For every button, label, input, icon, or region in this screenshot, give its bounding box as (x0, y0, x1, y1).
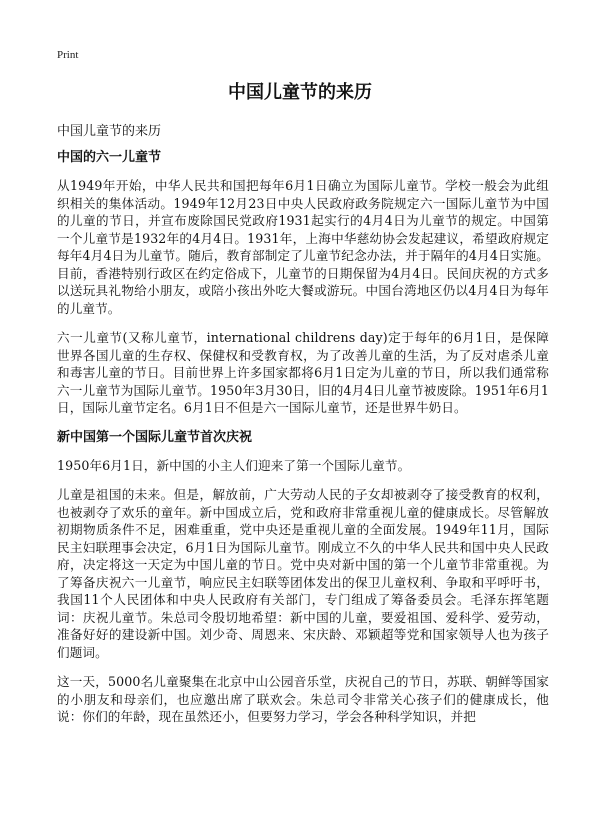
print-link[interactable]: Print (57, 49, 79, 61)
article-body (57, 149, 549, 738)
paragraph: 1950年6月1日，新中国的小主人们迎来了第一个国际儿童节。 (57, 457, 411, 473)
section-heading: 中国的六一儿童节 (57, 150, 162, 165)
paragraph: 这一天，5000名儿童聚集在北京中山公园音乐堂，庆祝自己的节日，苏联、朝鲜等国家的小朋友和母亲们，也应邀出席了联欢会。朱总司令非常关心孩子们的健康成长，他说：你们的年龄，现在虽然还小，但要努力学习，学会各种科学知识，并把 (57, 674, 549, 724)
section-first-celebration (57, 429, 549, 726)
paragraph: 儿童是祖国的未来。但是，解放前，广大劳动人民的子女却被剥夺了接受教育的权利，也被剥夺了欢乐的童年。新中国成立后，党和政府非常重视儿童的健康成长。尽管解放初期物质条件不足，困难重重，党中央还是重视儿童的全面发展。1949年11月，国际民主妇联理事会决定，6月1日为国际儿童节。刚成立不久的中华人民共和国中央人民政府，决定将这一天定为中国儿童的节日。党中央对新中国的第一个儿童节非常重视。为了筹备庆祝六一儿童节，响应民主妇联等团体发出的保卫儿童权利、争取和平呼吁书，我国11个人民团体和中央人民政府有关部门，专门组成了筹备委员会。毛泽东挥笔题词：庆祝儿童节。朱总司令殷切地希望：新中国的儿童，要爱祖国、爱科学、爱劳动，准备好好的建设新中国。刘少奇、周恩来、宋庆龄、邓颖超等党和国家领导人也为孩子们题词。 (57, 487, 549, 660)
article-subtitle: 中国儿童节的来历 (57, 124, 162, 139)
paragraph: 从1949年开始，中华人民共和国把每年6月1日确立为国际儿童节。学校一般会为此组织相关的集体活动。1949年12月23日中央人民政府政务院规定六一国际儿童节为中国的儿童的节日，并宣布废除国民党政府1931起实行的4月4日为儿童节的规定。中国第一个儿童节是1932年的4月4日。1931年，上海中华慈幼协会发起建议，希望政府规定每年4月4日为儿童节。随后，教育部制定了儿童节纪念办法，并于隔年的4月4日实施。目前，香港特别行政区在约定俗成下，儿童节的日期保留为4月4日。民间庆祝的方式多以送玩具礼物给小朋友，或陪小孩出外吃大餐或游玩。中国台湾地区仍以4月4日为每年的儿童节。 (57, 178, 549, 316)
paragraph: 六一儿童节(又称儿童节，international childrens day)定于每年的6月1日，是保障世界各国儿童的生存权、保健权和受教育权，为了改善儿童的生活，为了反对虐杀儿童和毒害儿童的节日。目前世界上许多国家都将6月1日定为儿童的节日，所以我们通常称六一儿童节为国际儿童节。1950年3月30日，旧的4月4日儿童节被废除。1951年6月1日，国际儿童节定名。6月1日不但是六一国际儿童节，还是世界牛奶日。 (57, 330, 549, 415)
section-heading: 新中国第一个国际儿童节首次庆祝 (57, 429, 253, 445)
page-title: 中国儿童节的来历 (228, 82, 372, 103)
section-june-first (57, 149, 549, 417)
